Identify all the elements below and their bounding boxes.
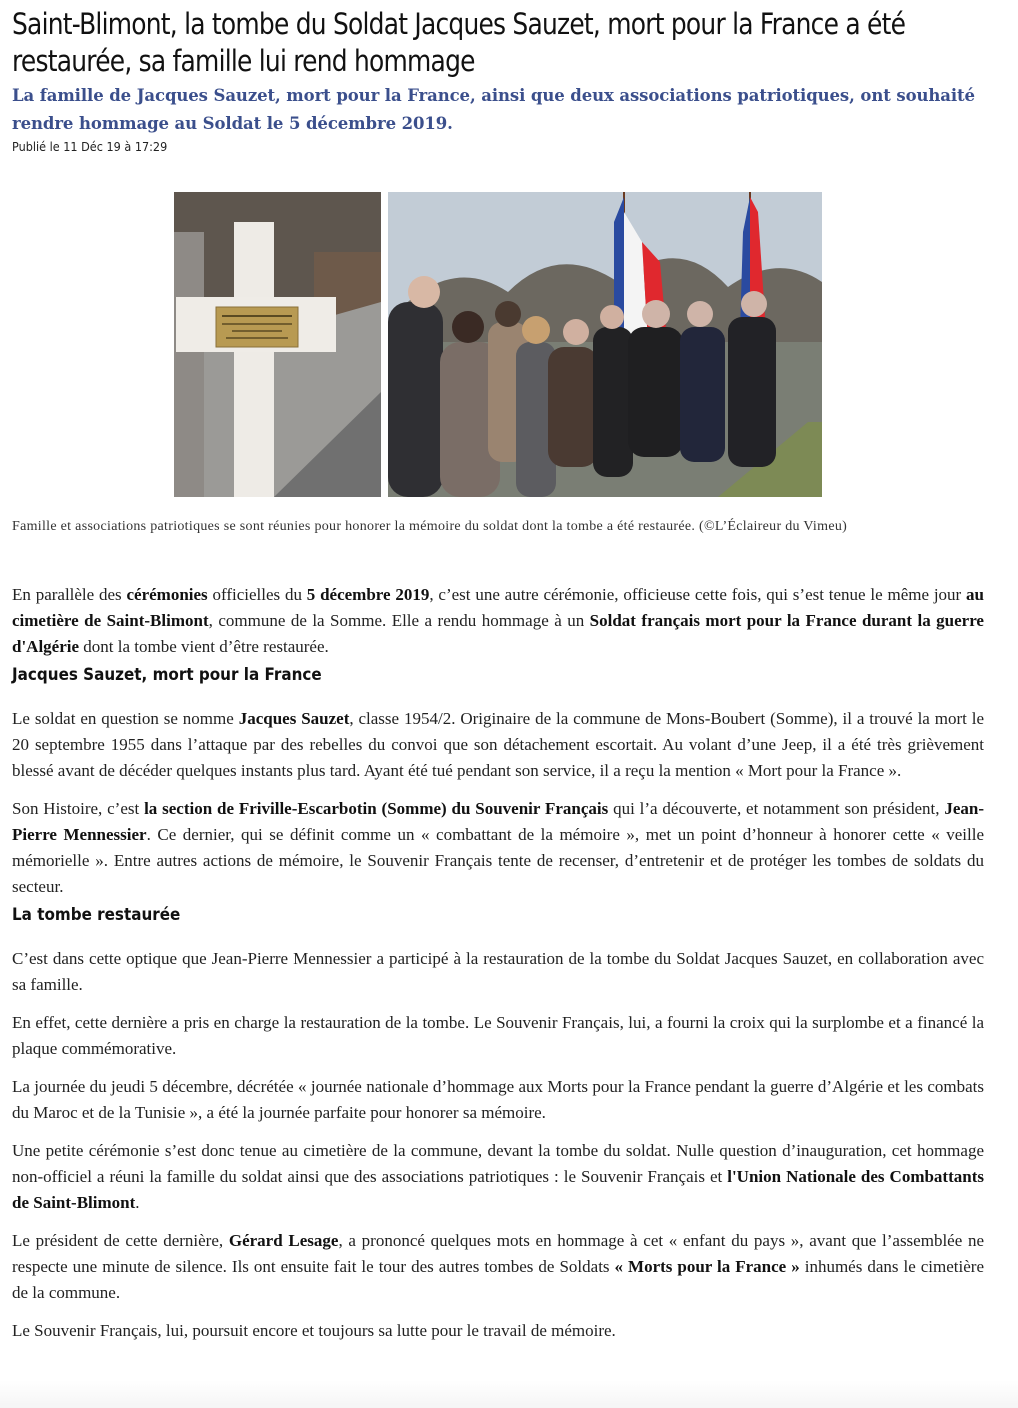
paragraph: La journée du jeudi 5 décembre, décrétée « journée nationale d’hommage aux Morts pour la France pendant la guerre d’Algérie et les combats du Maroc et de la Tunisie », a été la journée parfaite pour honorer sa mémoire. [12,1077,984,1122]
text: Son Histoire, c’est [12,799,145,818]
section-heading: La tombe restaurée [12,905,181,924]
paragraph [12,706,984,784]
bold-text: Jean-Pierre Mennessier [12,799,984,844]
bold-text: « Morts pour la France » [614,1257,800,1276]
photo-ceremony-group [388,192,822,497]
paragraph [12,796,984,900]
bold-text: au cimetière de Saint-Blimont [12,585,984,630]
paragraph [12,582,984,660]
brass-plaque [216,307,298,347]
article-photo [174,192,822,497]
photo-caption: Famille et associations patriotiques se sont réunies pour honorer la mémoire du soldat dont la tombe a été restaurée. (©L’Éclaireur du Vimeu) [12,519,848,534]
article-headline: Saint-Blimont, la tombe du Soldat Jacques Sauzet, mort pour la France a été restaurée, sa famille lui rend hommage [12,7,906,78]
cross-grave-illustration [174,192,381,497]
paragraph [12,1138,984,1216]
bold-text: la section de Friville-Escarbotin (Somme) du Souvenir Français [144,799,609,818]
paragraph [12,1228,984,1306]
text: Le président de cette dernière, [12,1231,229,1250]
text: , c’est une autre cérémonie, officieuse cette fois, qui s’est tenue le même jour [429,585,967,604]
bold-text: Jacques Sauzet [238,709,350,728]
text: . [135,1193,140,1212]
text: . Ce dernier, qui se définit comme un « combattant de la mémoire », met un point d’honneur à honorer cette « veille mémorielle ». Entre autres actions de mémoire, le Souvenir Français tente de recenser, d’entretenir et de protéger les tombes de soldats du secteur. [12,825,984,896]
text: officielles du [207,585,307,604]
text: inhumés dans le cimetière de la commune. [12,1257,984,1302]
bold-text: Gérard Lesage [228,1231,339,1250]
bold-text: 5 décembre 2019 [306,585,430,604]
text: , a prononcé quelques mots en hommage à cet « enfant du pays », avant que l’assemblée ne respecte une minute de silence. Ils ont ensuite fait le tour des autres tombes de Soldats [12,1231,985,1276]
text: qui l’a découverte, et notamment son président, [608,799,945,818]
text: Une petite cérémonie s’est donc tenue au cimetière de la commune, devant la tombe du soldat. Nulle question d’inauguration, cet hommage non-officiel a réuni la famille du soldat ainsi que des associations patriotiques : le Souvenir Français et [12,1141,984,1186]
bold-text: cérémonies [126,585,208,604]
text: En parallèle des [12,585,127,604]
bold-text: Soldat français mort pour la France durant la guerre d'Algérie [12,611,984,656]
text: , commune de la Somme. Elle a rendu hommage à un [208,611,590,630]
paragraph: C’est dans cette optique que Jean-Pierre Mennessier a participé à la restauration de la tombe du Soldat Jacques Sauzet, en collaboration avec sa famille. [12,949,984,994]
article-body [12,582,984,1356]
photo-cross-grave [174,192,381,497]
article [0,0,1018,156]
article-subtitle: La famille de Jacques Sauzet, mort pour la France, ainsi que deux associations patriotiques, ont souhaité rendre hommage au Soldat le 5 décembre 2019. [12,86,975,133]
section-heading: Jacques Sauzet, mort pour la France [12,665,322,684]
granite-stone [174,232,204,497]
text: dont la tombe vient d’être restaurée. [79,637,329,656]
bold-text: l'Union Nationale des Combattants de Saint-Blimont [12,1167,984,1212]
paragraph: Le Souvenir Français, lui, poursuit encore et toujours sa lutte pour le travail de mémoire. [12,1321,616,1340]
text: , classe 1954/2. Originaire de la commune de Mons-Boubert (Somme), il a trouvé la mort le 20 septembre 1955 dans l’attaque par des rebelles du convoi que son détachement escortait. Au volant d’une Jeep, il a été très grièvement blessé avant de décéder quelques instants plus tard. Ayant été tué pendant son service, il a reçu la mention « Mort pour la France ». [12,709,985,780]
paragraph: En effet, cette dernière a pris en charge la restauration de la tombe. Le Souvenir Français, lui, a fourni la croix qui la surplombe et a financé la plaque commémorative. [12,1013,984,1058]
publication-date: Publié le 11 Déc 19 à 17:29 [12,139,168,154]
ceremony-illustration [388,192,822,497]
text: Le soldat en question se nomme [12,709,239,728]
cross-vertical [234,222,274,497]
